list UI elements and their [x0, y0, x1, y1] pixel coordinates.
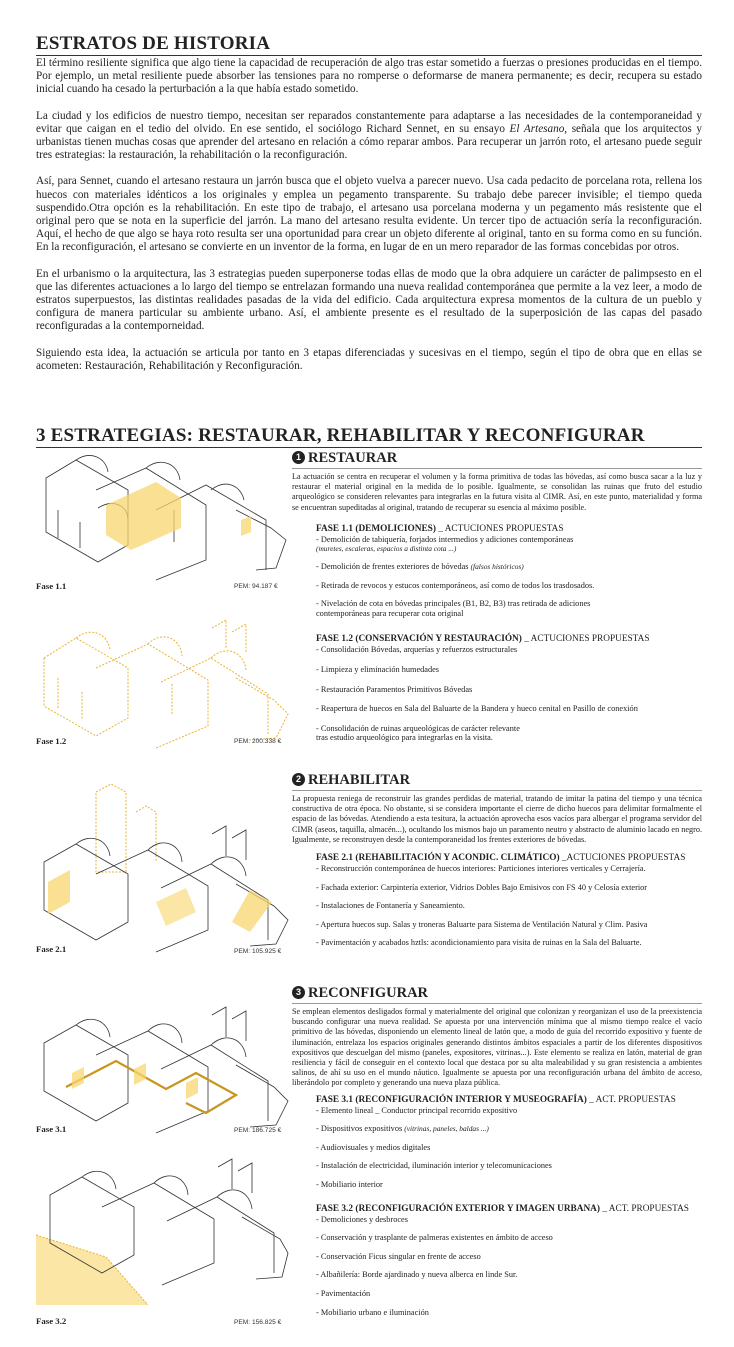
phase-item: - Reconstrucción contemporánea de huecos interiores: Particiones interiores verticales y Cerrajería. [316, 864, 646, 874]
fase-3-1-list [316, 1095, 702, 1190]
phase-item [316, 1124, 702, 1134]
item-text: tras estudio arqueológico para integrarlas en la visita. [316, 733, 493, 743]
phase-item: - Conservación y trasplante de palmeras existentes en ámbito de acceso [316, 1233, 553, 1243]
intro-paragraph [36, 110, 702, 163]
phase-item [316, 535, 702, 554]
number-badge: 2 [292, 773, 305, 786]
text-span: , señala que los arquitectos y urbanistas tienen muchas cosas que aprender del artesano en relación a cómo reparar ambos. Para recuperar un jarrón roto, el artesano puede seguir tres estrategias: la restauración, la rehabilitación o la reconfiguración. [36, 122, 702, 162]
reconfigurar-title [292, 985, 702, 1004]
pem-2-1: PEM: 105.925 € [234, 948, 282, 955]
intro-section [36, 33, 702, 386]
fase-3-2-list [316, 1204, 702, 1318]
phase-title [316, 1095, 702, 1106]
number-badge: 3 [292, 986, 305, 999]
axonometric-fase-1-2 [36, 608, 288, 728]
number-badge: 1 [292, 451, 305, 464]
phase-title-rest: _ ACT. PROPUESTAS [600, 1203, 689, 1214]
axonometric-fase-1-1 [36, 450, 288, 570]
phase-title-rest: _ ACT. PROPUESTAS [586, 1094, 676, 1105]
item-text: - Demolición de tabiquería, forjados intermedios y adiciones contemporáneas [316, 534, 574, 544]
phase-item: - Retirada de revocos y estucos contemporáneos, así como de todos los trasdosados. [316, 580, 595, 590]
intro-text [36, 57, 702, 373]
item-note: (falsos históricos) [470, 562, 524, 571]
phase-item [316, 724, 702, 743]
phase-item: - Mobiliario urbano e iluminación [316, 1307, 429, 1317]
section-title-estratos: ESTRATOS DE HISTORIA [36, 33, 702, 56]
pem-3-1: PEM: 186.725 € [234, 1127, 282, 1134]
phase-item: - Pavimentación [316, 1288, 371, 1298]
text-span: La ciudad y los edificios de nuestro tiempo, necesitan ser reparados constantemente para adaptarse a las necesidades de la contemporaneidad y evitar que caigan en el tedio del olvido. En ese sentido, el sociólogo Richard Sennet, en su ensayo [36, 109, 702, 135]
section-title-estrategias: 3 ESTRATEGIAS: RESTAURAR, REHABILITAR Y RECONFIGURAR [36, 425, 702, 448]
pem-1-2: PEM: 200.338 € [234, 738, 282, 745]
phase-item: - Elemento lineal _ Conductor principal recorrido expositivo [316, 1105, 518, 1115]
phase-item: - Fachada exterior: Carpintería exterior, Vidrios Dobles Bajo Emisivos con FS 40 y Celosía exterior [316, 882, 648, 892]
phase-item: - Instalación de electricidad, iluminación interior y telecomunicaciones [316, 1161, 552, 1171]
phase-item: - Pavimentación y acabados hztls: acondicionamiento para visita de ruinas en la Sala del Baluarte. [316, 938, 642, 948]
phase-title [316, 524, 702, 535]
phase-item [316, 562, 702, 572]
phase-item: - Albañilería: Borde ajardinado y nueva alberca en linde Sur. [316, 1270, 518, 1280]
phase-title-bold: FASE 3.1 (RECONFIGURACIÓN INTERIOR Y MUSEOGRAFÍA) [316, 1094, 587, 1105]
intro-paragraph: En el urbanismo o la arquitectura, las 3 estrategias pueden superponerse todas ellas de modo que la obra adquiere un carácter de palimpsesto en el que las diferentes actuaciones a lo largo del tiempo se entrelazan formando una nueva realidad contemporánea que permite a la vez leer, a modo de estratos superpuestos, las distintas realidades pasadas de la vida del edificio. Cada arquitectura expresa momentos de la cultura de un pueblo y configura de manera particular su ambiente urbano. Así, el ambiente presente es el resultado de la superposición de las capas del pasado reconfiguradas a la contemporneidad. [36, 267, 702, 333]
strategies-header [36, 425, 702, 448]
item-text: - Demolición de frentes exteriores de bóvedas [316, 562, 471, 571]
phase-title-rest: _ACTUCIONES PROPUESTAS [559, 853, 686, 864]
phase-title-bold: FASE 3.2 (RECONFIGURACIÓN EXTERIOR Y IMAGEN URBANA) [316, 1203, 600, 1214]
item-note: (muretes, escaleras, espacios a distinta cota ...) [316, 544, 457, 554]
intro-paragraph: Así, para Sennet, cuando el artesano restaura un jarrón busca que el objeto vuelva a parecer nuevo. Usa cada pedacito de porcelana rota, rellena los huecos con materiales idénticos a los originales y emplea un pegamento transparente. Su trabajo debe parecer invisible; el tiempo queda suspendido.Otra opción es la rehabilitación. En este tipo de trabajo, el artesano usa porcelana moderna y un pegamento más resistente que el original pero que se nota en la superficie del jarrón. La mano del artesano resulta evidente. Un tercer tipo de actuación sería la reconfiguración. Aquí, el hecho de que algo se haya roto resulta ser una oportunidad para crear un objeto diferente al original, tanto en su forma como en su función. En la reconfiguración, el artesano se convierte en un inventor de la forma, en lugar de en un mero reparador de las formas concebidas por otros. [36, 175, 702, 254]
phase-item: - Restauración Paramentos Primitivos Bóvedas [316, 684, 473, 694]
intro-paragraph: El término resiliente significa que algo tiene la capacidad de recuperación de algo tras estar sometido a fuerzas o presiones producidas en el tiempo. Por ejemplo, un metal resiliente puede absorber las tensiones para no romperse o deformarse de manera permanente; es decir, recupera su estado inicial cuando ha cesado la perturbación a la que había estado sometido. [36, 57, 702, 96]
phase-item: - Demoliciones y desbroces [316, 1214, 408, 1224]
fase-3-2-label: Fase 3.2 [36, 1316, 67, 1326]
item-text: - Consolidación de ruinas arqueológicas de carácter relevante [316, 723, 520, 733]
restaurar-text [292, 450, 702, 750]
phase-title [316, 853, 702, 864]
strategy-title-text: RECONFIGURAR [308, 985, 429, 1001]
phase-item: - Limpieza y eliminación humedades [316, 664, 440, 674]
phase-item [316, 599, 702, 618]
book-title: El Artesano [509, 122, 565, 135]
rehabilitar-title [292, 772, 702, 791]
phase-title-bold: FASE 1.2 (CONSERVACIÓN Y RESTAURACIÓN) [316, 634, 522, 645]
strategy-title-text: RESTAURAR [308, 450, 398, 466]
item-text: - Nivelación de cota en bóvedas principales (B1, B2, B3) tras retirada de adiciones [316, 599, 591, 609]
axonometric-fase-3-1 [36, 1003, 288, 1133]
intro-paragraph: Siguiendo esta idea, la actuación se articula por tanto en 3 etapas diferenciadas y sucesivas en el tiempo, según el tipo de obra que en ellas se acometen: Restauración, Rehabilitación y Reconfiguración. [36, 346, 702, 372]
phase-item: - Consolidación Bóvedas, arquerías y refuerzos estructurales [316, 645, 518, 655]
reconfigurar-text [292, 985, 702, 1324]
fase-3-1-label: Fase 3.1 [36, 1124, 67, 1134]
reconfigurar-description: Se emplean elementos desligados formal y materialmente del original que colonizan y reorganizan el uso de la preexistencia buscando configurar una nueva realidad. Se apuesta por una intervención mínima que al mismo tiempo realce el vacío primitivo de las bóvedas, disponiendo un elemento lineal de latón que, a modo de guía del recorrido expositivo y fuente de iluminación, entrelaza los espacios originales generando distintos ámbitos espaciales a partir de los diferentes dispositivos expositivos que descuelgan del mismo (paneles, expositores, vitrinas...). Este elemento se realiza en latón, material de gran resiliencia y fácil de conseguir en el contexto local que destaca por su alta maleabilidad y su gran resistencia a ambientes salinos, de ahí su uso en el mundo náutico. Igualmente se apuesta por una reconfiguración urbana del ámbito de acceso, liberándolo por completo y generando una nueva plaza pública. [292, 1007, 702, 1088]
phase-title [316, 1204, 702, 1215]
phase-item: - Reapertura de huecos en Sala del Baluarte de la Bandera y hueco cenital en Pasillo de conexión [316, 704, 638, 714]
pem-1-1: PEM: 94.187 € [234, 583, 278, 590]
axonometric-fase-2-1 [36, 772, 288, 937]
phase-title-rest: _ ACTUCIONES PROPUESTAS [521, 634, 650, 645]
fase-1-1-label: Fase 1.1 [36, 581, 67, 591]
item-text: contemporáneas para recuperar cota original [316, 608, 464, 618]
phase-item: - Conservación Ficus singular en frente de acceso [316, 1251, 481, 1261]
phase-item: - Instalaciones de Fontanería y Saneamiento. [316, 901, 465, 911]
phase-title-bold: FASE 1.1 (DEMOLICIONES) [316, 523, 436, 534]
restaurar-title [292, 450, 702, 469]
fase-2-1-label: Fase 2.1 [36, 944, 67, 954]
fase-1-1-list [316, 524, 702, 619]
fase-2-1-list [316, 853, 702, 948]
phase-item: - Mobiliario interior [316, 1180, 383, 1189]
axonometric-fase-3-2 [36, 1165, 288, 1305]
phase-title-rest: _ ACTUCIONES PROPUESTAS [435, 523, 564, 534]
phase-title-bold: FASE 2.1 (REHABILITACIÓN Y ACONDIC. CLIMÁTICO) [316, 853, 560, 864]
fase-1-2-label: Fase 1.2 [36, 736, 67, 746]
phase-item: - Audiovisuales y medios digitales [316, 1142, 431, 1152]
fase-1-2-list [316, 634, 702, 743]
rehabilitar-description: La propuesta reniega de reconstruir las grandes perdidas de material, tratando de imitar la patina del tiempo y una técnica constructiva de otra época. No obstante, si se considera importante el cierre de dicho huecos para delimitar formalmente el espacio de las bóvedas. Atendiendo a esta tesitura, la actuación aprovecha esos vacíos para albergar el programa servidor del CIMR (aseos, taquilla, almacén...), ocultando los mismos bajo un paramento neutro y abstracto de aluminio lacado en negro. Igualmente, se reconstruyen desde la contemporaneidad los frentes exteriores de bóvedas. [292, 794, 702, 844]
pem-3-2: PEM: 156.825 € [234, 1319, 282, 1326]
phase-title [316, 634, 702, 645]
restaurar-description: La actuación se centra en recuperar el volumen y la forma primitiva de todas las bóvedas, así como busca sacar a la luz y restaurar el material original en la medida de lo posible. Igualmente, se consolidan las ruinas que fruto del estudio arqueológico se consideren relevantes para integrarlas en la futura visita al CIMR. Así, en este punto, materialidad y forma se encuentran supeditadas al original, tratando de recuperar su esencia al máximo posible. [292, 472, 702, 512]
strategy-title-text: REHABILITAR [308, 772, 411, 788]
phase-item: - Apertura huecos sup. Salas y troneras Baluarte para Sistema de Ventilación Natural y Clim. Pasiva [316, 919, 648, 929]
item-text: - Dispositivos expositivos [316, 1124, 405, 1134]
rehabilitar-text [292, 772, 702, 955]
item-note: (vitrinas, paneles, baldas ...) [404, 1124, 489, 1134]
